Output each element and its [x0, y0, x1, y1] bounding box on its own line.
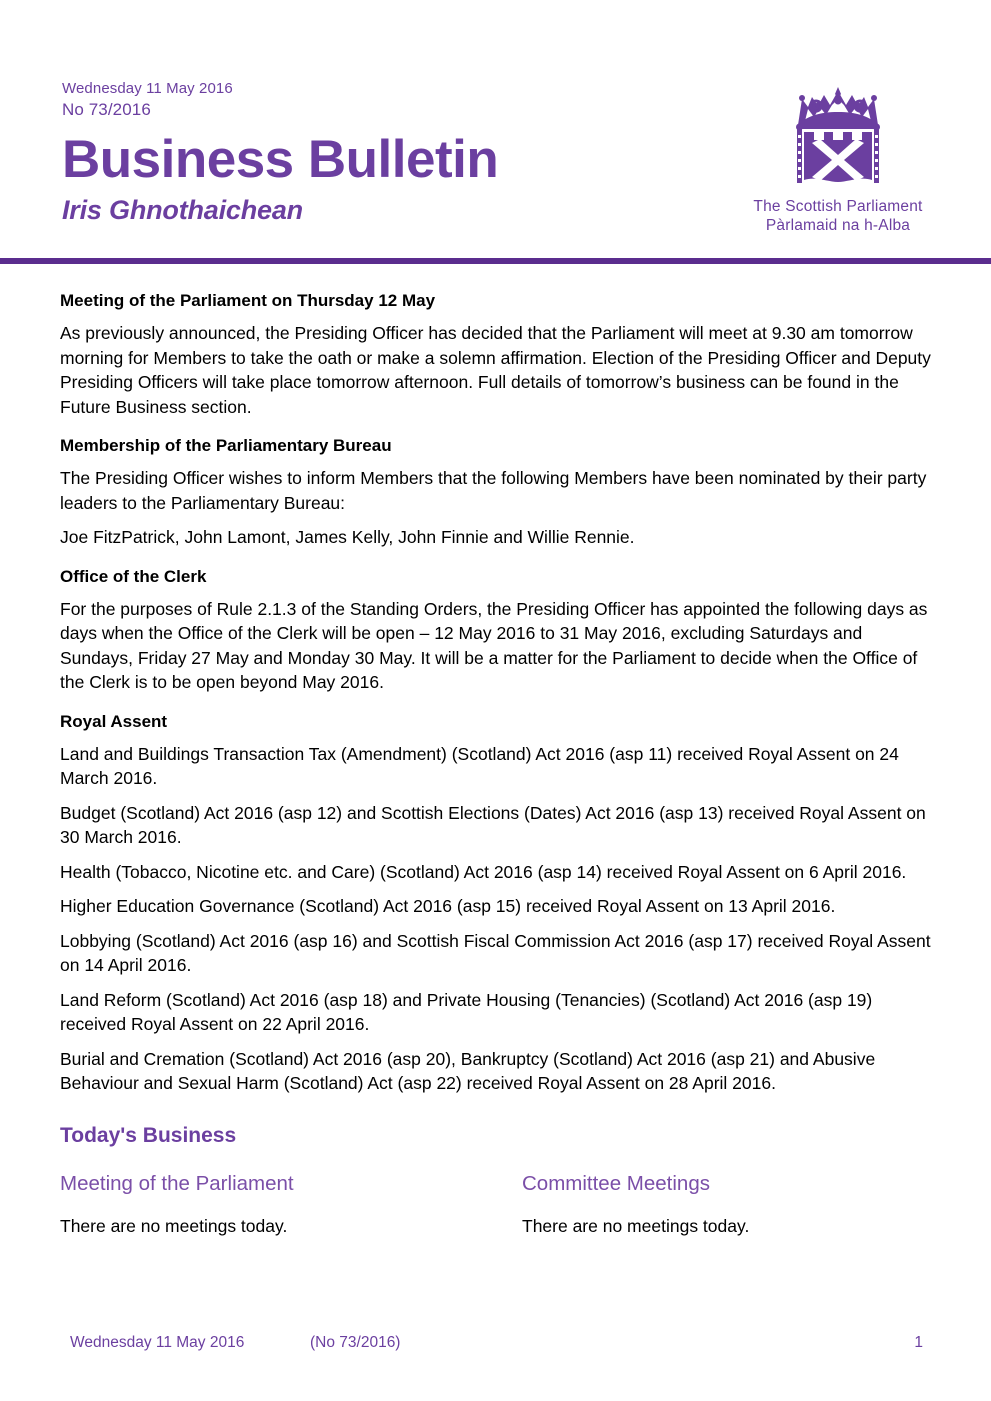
section-paragraph: The Presiding Officer wishes to inform Members that the following Members have been nominated by their party leaders to the Parliamentary Bureau:: [60, 468, 927, 513]
section-membership-parliamentary-bureau: [60, 435, 932, 550]
header-title-block: [62, 78, 682, 227]
section-meeting-of-parliament: [60, 290, 932, 419]
section-office-of-the-clerk: [60, 566, 932, 695]
column-heading: Meeting of the Parliament: [60, 1171, 294, 1195]
header-divider: [0, 258, 991, 264]
footer-bulletin-number: (No 73/2016): [310, 1334, 401, 1351]
section-heading: Royal Assent: [60, 711, 168, 731]
column-heading: Committee Meetings: [522, 1171, 710, 1195]
page-subtitle-gaelic: Iris Ghnothaichean: [62, 195, 303, 225]
footer-page-number: 1: [914, 1334, 923, 1351]
document-footer: [0, 1332, 991, 1362]
section-heading: Meeting of the Parliament on Thursday 12 May: [60, 291, 436, 310]
bulletin-date: Wednesday 11 May 2016: [62, 80, 233, 97]
section-paragraph: For the purposes of Rule 2.1.3 of the Standing Orders, the Presiding Officer has appointed the following days as days when the Office of the Clerk will be open – 12 May 2016 to 31 May 2016, excluding Saturdays and Sundays, Friday 27 May and Monday 30 May. It will be a matter for the Parliament to decide when the Office of the Clerk is to be open beyond May 2016.: [60, 598, 928, 692]
scottish-parliament-logo: [738, 85, 938, 235]
section-todays-business: [60, 1122, 932, 1238]
document-body: [60, 290, 932, 1238]
section-paragraph: Land and Buildings Transaction Tax (Amendment) (Scotland) Act 2016 (asp 11) received Royal Assent on 24 March 2016.: [60, 743, 899, 788]
section-paragraph: Health (Tobacco, Nicotine etc. and Care) (Scotland) Act 2016 (asp 14) received Royal Assent on 6 April 2016.: [60, 861, 907, 882]
footer-date: Wednesday 11 May 2016: [70, 1334, 245, 1351]
column-text: There are no meetings today.: [60, 1215, 288, 1236]
section-paragraph: Budget (Scotland) Act 2016 (asp 12) and Scottish Elections (Dates) Act 2016 (asp 13) received Royal Assent on 30 March 2016.: [60, 802, 926, 847]
todays-business-columns: [60, 1171, 932, 1238]
section-paragraph: Burial and Cremation (Scotland) Act 2016 (asp 20), Bankruptcy (Scotland) Act 2016 (asp 21) and Abusive Behaviour and Sexual Harm (Scotland) Act (asp 22) received Royal Assent on 28 April 2016.: [60, 1048, 876, 1093]
todays-business-heading: Today's Business: [60, 1123, 237, 1147]
section-paragraph: Lobbying (Scotland) Act 2016 (asp 16) and Scottish Fiscal Commission Act 2016 (asp 17) received Royal Assent on 14 April 2016.: [60, 930, 931, 975]
logo-label-gaelic: Pàrlamaid na h-Alba: [765, 217, 911, 234]
column-meeting-of-the-parliament: [60, 1171, 496, 1238]
column-committee-meetings: [496, 1171, 932, 1238]
section-heading: Office of the Clerk: [60, 566, 207, 586]
page-title: Business Bulletin: [62, 130, 499, 189]
section-paragraph: Joe FitzPatrick, John Lamont, James Kelly, John Finnie and Willie Rennie.: [60, 527, 635, 547]
section-paragraph: As previously announced, the Presiding Officer has decided that the Parliament will meet at 9.30 am tomorrow morning for Members to take the oath or make a solemn affirmation. Election of the Presiding Officer and Deputy Presiding Officers will take place tomorrow afternoon. Full details of tomorrow’s business can be found in the Future Business section.: [60, 323, 931, 417]
section-heading: Membership of the Parliamentary Bureau: [60, 436, 392, 455]
logo-label-english: The Scottish Parliament: [753, 198, 923, 215]
section-paragraph: Higher Education Governance (Scotland) Act 2016 (asp 15) received Royal Assent on 13 April 2016.: [60, 896, 836, 916]
section-royal-assent: [60, 711, 932, 1096]
column-text: There are no meetings today.: [522, 1215, 750, 1236]
scottish-parliament-crown-saltire-icon: [738, 85, 938, 197]
bulletin-number: No 73/2016: [62, 100, 151, 119]
section-paragraph: Land Reform (Scotland) Act 2016 (asp 18) and Private Housing (Tenancies) (Scotland) Act 2016 (asp 19) received Royal Assent on 22 April 2016.: [60, 989, 873, 1034]
document-header: [0, 0, 991, 262]
